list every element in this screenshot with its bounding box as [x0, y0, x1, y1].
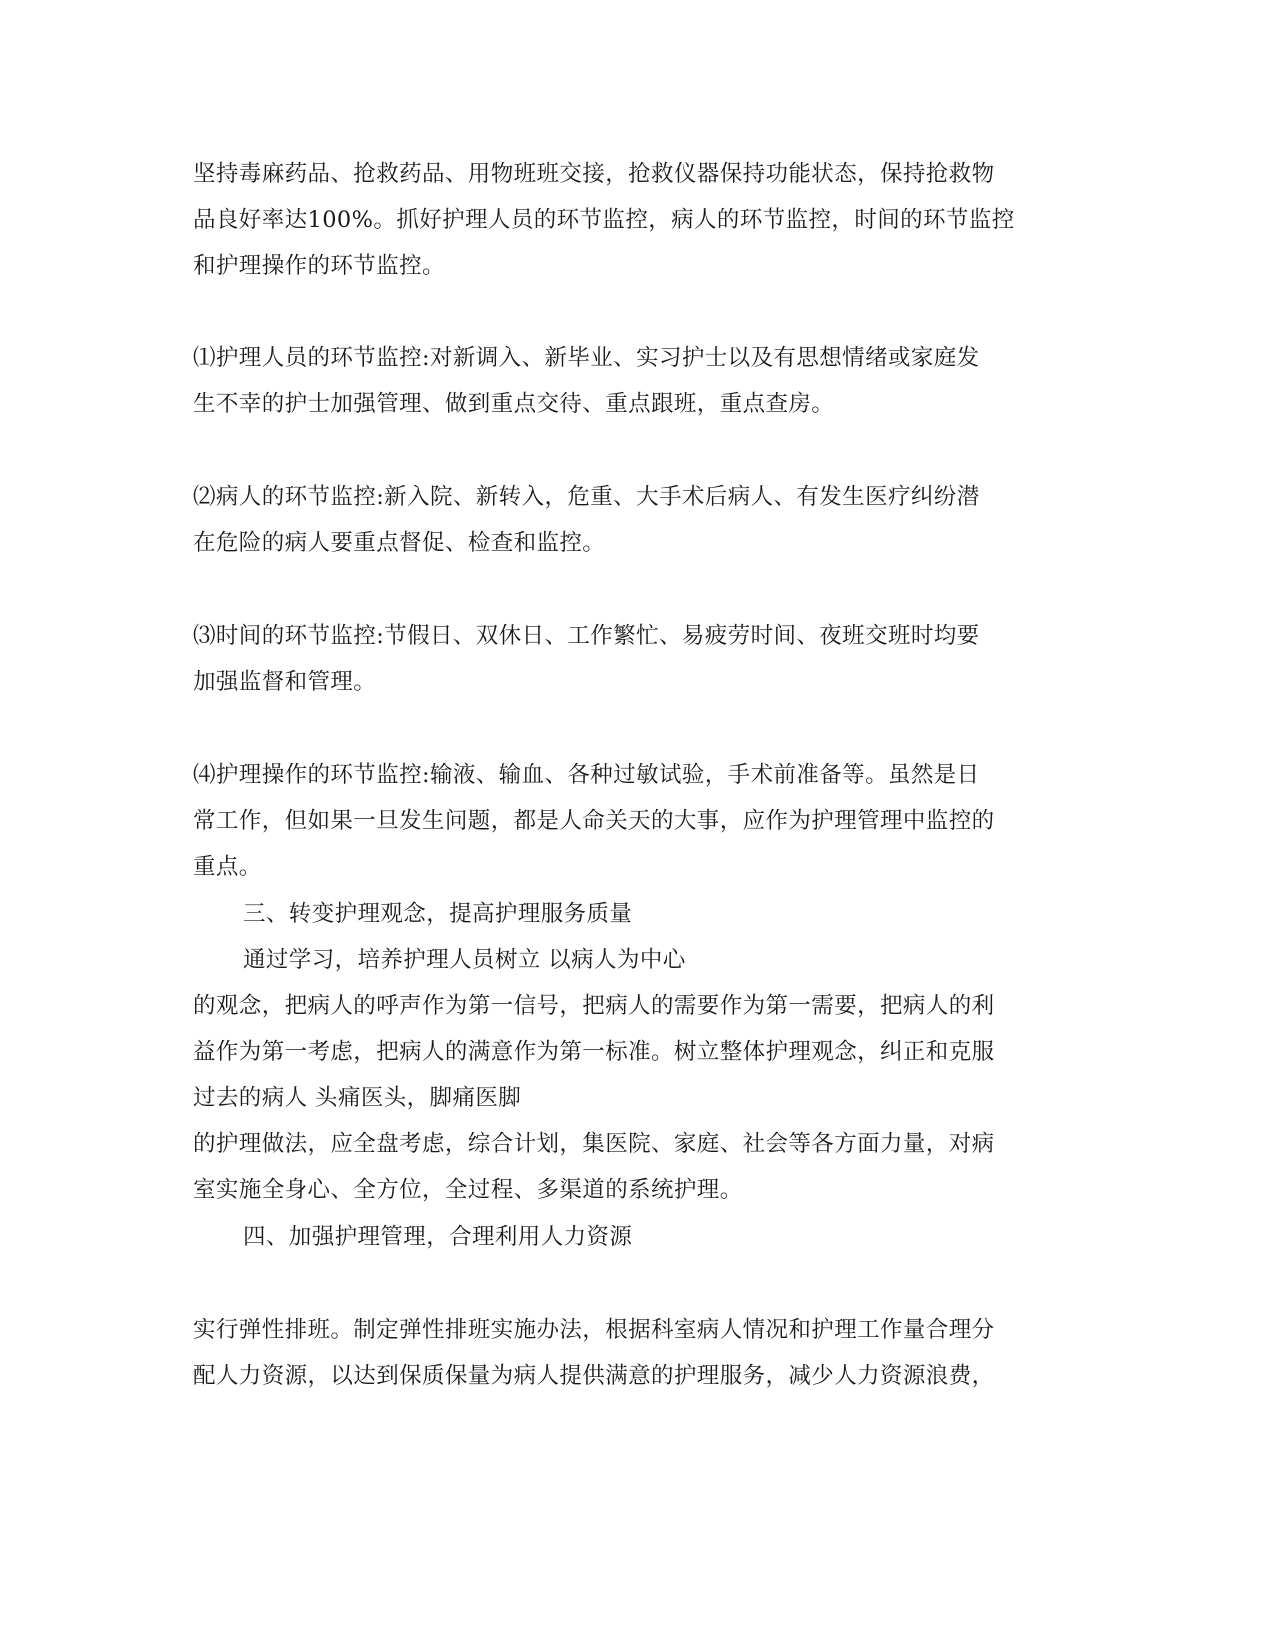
- text-line: 坚持毒麻药品、抢救药品、用物班班交接，抢救仪器保持功能状态，保持抢救物: [193, 161, 995, 187]
- text-line: 加强监督和管理。: [193, 669, 377, 695]
- text-line: 实行弹性排班。制定弹性排班实施办法，根据科室病人情况和护理工作量合理分: [193, 1317, 995, 1343]
- text-line: 的护理做法，应全盘考虑，综合计划，集医院、家庭、社会等各方面力量，对病: [193, 1131, 995, 1157]
- text-line: ⑵病人的环节监控:新入院、新转入，危重、大手术后病人、有发生医疗纠纷潜: [193, 484, 980, 510]
- text-line: 室实施全身心、全方位，全过程、多渠道的系统护理。: [193, 1177, 743, 1203]
- text-line: 益作为第一考虑，把病人的满意作为第一标准。树立整体护理观念，纠正和克服: [193, 1039, 995, 1065]
- text-line: 和护理操作的环节监控。: [193, 253, 445, 279]
- text-line: 生不幸的护士加强管理、做到重点交待、重点跟班，重点查房。: [193, 391, 835, 417]
- section-heading: 四、加强护理管理，合理利用人力资源: [243, 1224, 633, 1250]
- text-line: 在危险的病人要重点督促、检查和监控。: [193, 530, 606, 556]
- text-line: 过去的病人 头痛医头，脚痛医脚: [193, 1085, 522, 1111]
- text-line: 的观念，把病人的呼声作为第一信号，把病人的需要作为第一需要，把病人的利: [193, 993, 995, 1019]
- text-line: ⑷护理操作的环节监控:输液、输血、各种过敏试验，手术前准备等。虽然是日: [193, 762, 980, 788]
- text-line: 常工作，但如果一旦发生问题，都是人命关天的大事，应作为护理管理中监控的: [193, 808, 995, 834]
- text-line: 品良好率达100%。抓好护理人员的环节监控，病人的环节监控，时间的环节监控: [193, 207, 1015, 233]
- text-line: ⑶时间的环节监控:节假日、双休日、工作繁忙、易疲劳时间、夜班交班时均要: [193, 623, 980, 649]
- section-heading: 三、转变护理观念，提高护理服务质量: [243, 901, 633, 927]
- text-line: 配人力资源，以达到保质保量为病人提供满意的护理服务，减少人力资源浪费，: [193, 1363, 995, 1389]
- text-line: 通过学习，培养护理人员树立 以病人为中心: [243, 947, 686, 973]
- text-line: ⑴护理人员的环节监控:对新调入、新毕业、实习护士以及有思想情绪或家庭发: [193, 345, 980, 371]
- text-line: 重点。: [193, 854, 262, 880]
